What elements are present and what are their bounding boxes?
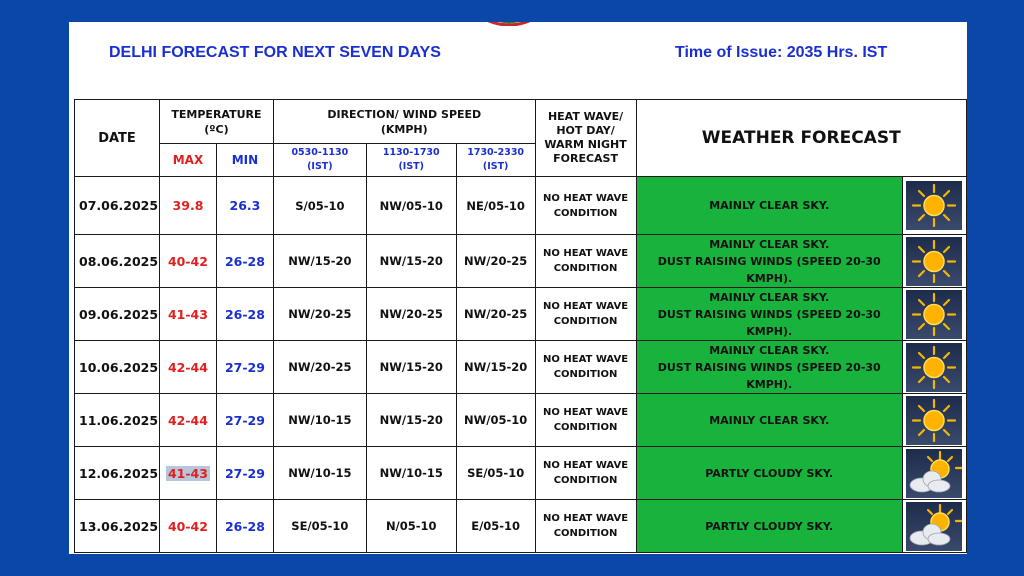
slot-header-evening [456, 144, 535, 177]
min-temp-cell: 27-29 [216, 447, 273, 500]
max-temp-cell: 39.8 [159, 177, 216, 235]
forecast-text: KMPH). [746, 271, 793, 285]
heat-wave-text: CONDITION [553, 263, 618, 274]
date-cell: 12.06.2025 [75, 447, 160, 500]
date-cell: 13.06.2025 [75, 500, 160, 553]
heat-wave-cell [535, 288, 636, 341]
issue-time: Time of Issue: 2035 Hrs. IST [675, 44, 888, 61]
forecast-cell [636, 394, 902, 447]
date-cell: 08.06.2025 [75, 235, 160, 288]
heat-wave-text: CONDITION [553, 528, 618, 539]
slot-zone: (IST) [482, 161, 509, 172]
table-row [75, 288, 967, 341]
wind-cell: SE/05-10 [456, 447, 535, 500]
wind-header-label: DIRECTION/ WIND SPEED [327, 107, 482, 121]
heat-header-line: WARM NIGHT [544, 138, 627, 151]
forecast-text: KMPH). [746, 324, 793, 338]
forecast-text: DUST RAISING WINDS (SPEED 20-30 [657, 360, 881, 374]
wind-header-unit: (KMPH) [380, 122, 428, 136]
forecast-cell [636, 177, 902, 235]
forecast-text: MAINLY CLEAR SKY. [709, 290, 830, 304]
wind-cell: NW/15-20 [456, 341, 535, 394]
forecast-cell [636, 341, 902, 394]
weather-icon-cell [902, 288, 966, 341]
max-temp-cell: 42-44 [159, 394, 216, 447]
wind-cell: NW/20-25 [273, 341, 366, 394]
slot-zone: (IST) [307, 161, 333, 172]
heat-wave-cell [535, 341, 636, 394]
date-cell: 10.06.2025 [75, 341, 160, 394]
heat-wave-cell [535, 394, 636, 447]
heat-wave-text: NO HEAT WAVE [543, 460, 629, 471]
wind-cell: NW/15-20 [273, 235, 366, 288]
min-temp-cell: 26-28 [216, 288, 273, 341]
date-cell: 11.06.2025 [75, 394, 160, 447]
forecast-cell [636, 500, 902, 553]
weather-forecast-header: WEATHER FORECAST [636, 100, 967, 177]
heat-wave-text: CONDITION [553, 369, 618, 380]
wind-cell: S/05-10 [273, 177, 366, 235]
temperature-header-unit: (ºC) [204, 122, 229, 136]
wind-cell: NW/15-20 [366, 341, 456, 394]
heat-wave-text: NO HEAT WAVE [543, 192, 629, 204]
heat-wave-text: CONDITION [553, 422, 618, 433]
forecast-text: DUST RAISING WINDS (SPEED 20-30 [657, 307, 881, 321]
date-header: DATE [75, 100, 160, 177]
partly-cloudy-icon [906, 502, 962, 551]
forecast-text: PARTLY CLOUDY SKY. [705, 519, 834, 533]
heat-wave-cell [535, 500, 636, 553]
forecast-text: MAINLY CLEAR SKY. [709, 343, 830, 357]
wind-cell: NW/10-15 [273, 394, 366, 447]
heat-wave-text: NO HEAT WAVE [543, 513, 629, 524]
forecast-text: PARTLY CLOUDY SKY. [705, 466, 834, 480]
slot-header-morning [273, 144, 366, 177]
max-temp-cell [159, 447, 216, 500]
wind-cell: NW/05-10 [456, 394, 535, 447]
min-temp-cell: 27-29 [216, 394, 273, 447]
wind-cell: N/05-10 [366, 500, 456, 553]
wind-cell: NW/20-25 [456, 235, 535, 288]
forecast-document [69, 22, 967, 554]
forecast-text: KMPH). [746, 377, 793, 391]
heat-wave-text: NO HEAT WAVE [543, 354, 629, 365]
heat-wave-text: NO HEAT WAVE [543, 248, 629, 259]
sun-icon [906, 237, 962, 286]
heat-wave-text: NO HEAT WAVE [543, 407, 629, 418]
weather-icon-cell [902, 341, 966, 394]
page-title: DELHI FORECAST FOR NEXT SEVEN DAYS [109, 44, 441, 61]
forecast-cell [636, 447, 902, 500]
min-temp-cell: 27-29 [216, 341, 273, 394]
weather-icon-cell [902, 394, 966, 447]
min-temp-cell: 26-28 [216, 500, 273, 553]
heat-wave-text: CONDITION [553, 316, 618, 327]
max-temp-highlight: 41-43 [167, 465, 208, 481]
slot-time: 1730-2330 [467, 147, 525, 158]
table-row [75, 235, 967, 288]
wind-cell: E/05-10 [456, 500, 535, 553]
heat-wave-text: NO HEAT WAVE [543, 301, 629, 312]
wind-cell: NW/15-20 [366, 235, 456, 288]
heat-wave-text: CONDITION [553, 207, 618, 219]
forecast-text: MAINLY CLEAR SKY. [709, 237, 830, 251]
wind-cell: NW/20-25 [273, 288, 366, 341]
weather-icon-cell [902, 177, 966, 235]
temperature-header [159, 100, 273, 144]
max-temp-cell: 40-42 [159, 235, 216, 288]
table-row [75, 500, 967, 553]
slot-time: 1130-1730 [382, 147, 440, 158]
forecast-table [74, 99, 967, 553]
forecast-cell [636, 235, 902, 288]
table-row [75, 177, 967, 235]
temperature-header-label: TEMPERATURE [171, 107, 262, 121]
partly-cloudy-icon [906, 449, 962, 498]
heat-wave-text: CONDITION [553, 475, 618, 486]
table-row [75, 341, 967, 394]
logo-icon [477, 22, 541, 26]
sun-icon [906, 290, 962, 339]
slot-zone: (IST) [398, 161, 425, 172]
weather-icon-cell [902, 235, 966, 288]
slot-header-afternoon [366, 144, 456, 177]
heat-wave-cell [535, 235, 636, 288]
max-temp-cell: 41-43 [159, 288, 216, 341]
min-temp-cell: 26-28 [216, 235, 273, 288]
wind-cell: SE/05-10 [273, 500, 366, 553]
wind-cell: NW/15-20 [366, 394, 456, 447]
heat-wave-header [535, 100, 636, 177]
heat-wave-cell [535, 447, 636, 500]
forecast-text: MAINLY CLEAR SKY. [709, 199, 830, 212]
wind-cell: NW/05-10 [366, 177, 456, 235]
forecast-text: MAINLY CLEAR SKY. [709, 413, 830, 427]
table-row [75, 447, 967, 500]
heat-header-line: HOT DAY/ [556, 124, 615, 137]
max-temp-cell: 40-42 [159, 500, 216, 553]
date-cell: 09.06.2025 [75, 288, 160, 341]
forecast-cell [636, 288, 902, 341]
max-temp-cell: 42-44 [159, 341, 216, 394]
heat-header-line: FORECAST [553, 152, 618, 165]
slot-time: 0530-1130 [291, 147, 349, 158]
table-row [75, 394, 967, 447]
wind-cell: NW/10-15 [366, 447, 456, 500]
sun-icon [906, 343, 962, 392]
sun-icon [906, 396, 962, 445]
heat-wave-cell [535, 177, 636, 235]
max-header: MAX [159, 144, 216, 177]
min-temp-cell: 26.3 [216, 177, 273, 235]
weather-icon-cell [902, 500, 966, 553]
min-header: MIN [216, 144, 273, 177]
forecast-text: DUST RAISING WINDS (SPEED 20-30 [657, 254, 881, 268]
wind-cell: NW/20-25 [366, 288, 456, 341]
date-cell: 07.06.2025 [75, 177, 160, 235]
wind-cell: NE/05-10 [456, 177, 535, 235]
weather-icon-cell [902, 447, 966, 500]
wind-cell: NW/10-15 [273, 447, 366, 500]
wind-cell: NW/20-25 [456, 288, 535, 341]
sun-icon [906, 181, 962, 230]
wind-header [273, 100, 535, 144]
heat-header-line: HEAT WAVE/ [547, 110, 624, 123]
